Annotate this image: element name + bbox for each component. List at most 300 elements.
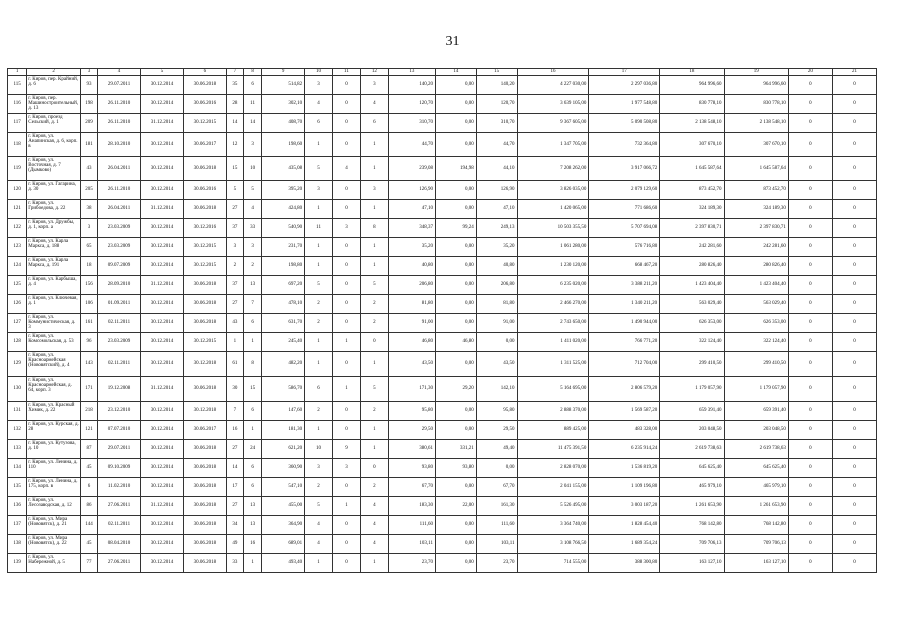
table-cell: 1 (333, 333, 361, 352)
table-cell: 163 127,10 (724, 554, 788, 573)
table-cell: 1 (305, 554, 333, 573)
table-cell: 0 (832, 554, 876, 573)
table-cell: 81,80 (476, 295, 517, 314)
table-cell: 131 (8, 402, 27, 421)
table-cell: 873 452,70 (724, 181, 788, 200)
table-cell: 626 353,00 (660, 314, 724, 333)
table-cell: 280 826,40 (724, 257, 788, 276)
table-cell: 0,00 (435, 421, 476, 440)
table-cell: 1 977 548,80 (589, 95, 660, 114)
table-cell: 35,20 (476, 238, 517, 257)
table-cell: 31.12.2014 (141, 497, 184, 516)
table-cell: 11 (305, 219, 333, 238)
table-row (8, 377, 877, 402)
table-cell: 0 (360, 459, 388, 478)
table-cell: 0 (832, 238, 876, 257)
table-cell: 128 (8, 333, 27, 352)
table-cell: 31.12.2014 (141, 114, 184, 133)
table-cell: 43 (80, 157, 97, 181)
table-cell: 61 (226, 352, 243, 377)
table-cell: 964 996,60 (724, 76, 788, 95)
table-cell: 2 619 738,63 (660, 440, 724, 459)
table-cell: 19.12.2008 (98, 377, 141, 402)
table-cell: 31.12.2014 (141, 200, 184, 219)
table-cell: 0 (832, 276, 876, 295)
table-cell: 23,70 (388, 554, 435, 573)
table-row (8, 314, 877, 333)
table-cell: 395,20 (262, 181, 305, 200)
table-cell: 30 (226, 377, 243, 402)
table-cell: 14 (243, 114, 261, 133)
table-row (8, 238, 877, 257)
table-cell: 7 (226, 402, 243, 421)
table-cell: 1 689 354,24 (589, 535, 660, 554)
table-cell: 1 261 653,90 (660, 497, 724, 516)
table-cell: 1 061 280,00 (517, 238, 589, 257)
table-cell: 37 (226, 219, 243, 238)
table-cell: 30.12.2014 (141, 333, 184, 352)
table-cell: 0 (333, 76, 361, 95)
table-cell: 43,50 (388, 352, 435, 377)
table-cell: 161 (80, 314, 97, 333)
table-cell: 26.11.2010 (98, 181, 141, 200)
table-cell: 0 (333, 114, 361, 133)
table-cell: 02.11.2011 (98, 314, 141, 333)
table-cell: 203 048,50 (660, 421, 724, 440)
table-cell: 121 (80, 421, 97, 440)
table-cell: 5 (305, 497, 333, 516)
address-cell: г. Киров, ул. Красный Химик, д. 22 (27, 402, 81, 421)
table-cell: 183,30 (388, 497, 435, 516)
table-cell: 30.06.2018 (183, 516, 226, 535)
table-cell: 29,50 (476, 421, 517, 440)
address-cell: г. Киров, ул. Набережной, д. 5 (27, 554, 81, 573)
table-cell: 1 645 587,64 (724, 157, 788, 181)
table-cell: 2 (226, 257, 243, 276)
table-cell: 87 (80, 440, 97, 459)
table-cell: 40,80 (476, 257, 517, 276)
table-cell: 645 625,40 (660, 459, 724, 478)
table-cell: 02.11.2011 (98, 352, 141, 377)
column-number: 15 (476, 69, 517, 76)
table-cell: 08.04.2010 (98, 535, 141, 554)
table-cell: 0 (333, 314, 361, 333)
table-cell: 30.12.2014 (141, 95, 184, 114)
table-cell: 126,90 (476, 181, 517, 200)
table-cell: 46,80 (435, 333, 476, 352)
table-cell: 0 (333, 276, 361, 295)
table-cell: 103,11 (476, 535, 517, 554)
table-cell: 1 340 211,20 (589, 295, 660, 314)
table-cell: 130 (8, 377, 27, 402)
table-cell: 30.12.2014 (141, 181, 184, 200)
table-cell: 0,00 (435, 238, 476, 257)
table-cell: 0,00 (435, 114, 476, 133)
table-cell: 0 (832, 377, 876, 402)
table-cell: 0,00 (435, 133, 476, 157)
table-cell: 23.03.2009 (98, 333, 141, 352)
table-cell: 30.12.2014 (141, 257, 184, 276)
table-row (8, 402, 877, 421)
column-number: 18 (660, 69, 724, 76)
table-cell: 280 826,40 (660, 257, 724, 276)
table-cell: 0 (832, 459, 876, 478)
table-cell: 0 (788, 478, 832, 497)
table-cell: 18 (80, 257, 97, 276)
table-cell: 1 261 653,90 (724, 497, 788, 516)
registry-body (8, 69, 877, 573)
table-cell: 44,70 (476, 133, 517, 157)
table-cell: 30.06.2018 (183, 459, 226, 478)
table-cell: 4 (305, 516, 333, 535)
table-cell: 712 704,00 (589, 352, 660, 377)
address-cell: г. Киров, ул. Ленина, д. 175, корп. в (27, 478, 81, 497)
table-cell: 95,80 (388, 402, 435, 421)
table-cell: 1 (305, 333, 333, 352)
table-cell: 127 (8, 314, 27, 333)
table-cell: 514,82 (262, 76, 305, 95)
table-cell: 324 189,30 (724, 200, 788, 219)
table-cell: 1 347 705,00 (517, 133, 589, 157)
table-cell: 2 297 036,80 (589, 76, 660, 95)
column-number: 12 (360, 69, 388, 76)
table-row (8, 333, 877, 352)
table-cell: 709 706,13 (660, 535, 724, 554)
table-cell: 147,60 (262, 402, 305, 421)
table-cell: 118 (8, 133, 27, 157)
table-cell: 242 281,60 (660, 238, 724, 257)
table-cell: 123 (8, 238, 27, 257)
table-cell: 768 142,80 (724, 516, 788, 535)
table-cell: 3 (80, 219, 97, 238)
table-cell: 09.07.2009 (98, 257, 141, 276)
table-cell: 43 (226, 314, 243, 333)
table-cell: 873 452,70 (660, 181, 724, 200)
table-cell: 0,00 (435, 402, 476, 421)
table-cell: 245,40 (262, 333, 305, 352)
table-cell: 2 138 548,10 (660, 114, 724, 133)
table-cell: 2 806 579,20 (589, 377, 660, 402)
table-cell: 13 (243, 516, 261, 535)
table-cell: 0 (788, 238, 832, 257)
table-cell: 2 138 548,10 (724, 114, 788, 133)
table-cell: 37 (226, 276, 243, 295)
table-cell: 30.12.2015 (183, 333, 226, 352)
table-cell: 137 (8, 516, 27, 535)
table-cell: 0 (333, 535, 361, 554)
table-cell: 1 (360, 440, 388, 459)
table-cell: 659 391,40 (660, 402, 724, 421)
table-cell: 0 (788, 157, 832, 181)
table-cell: 1 (360, 200, 388, 219)
table-cell: 11.02.2010 (98, 478, 141, 497)
table-cell: 0,00 (476, 459, 517, 478)
table-cell: 0 (832, 440, 876, 459)
table-cell: 9 (333, 440, 361, 459)
table-cell: 140,20 (388, 76, 435, 95)
column-number: 2 (27, 69, 81, 76)
table-cell: 3 108 766,50 (517, 535, 589, 554)
table-cell: 0,00 (476, 333, 517, 352)
table-cell: 181,30 (262, 421, 305, 440)
table-cell: 714 555,00 (517, 554, 589, 573)
table-cell: 3 917 066,72 (589, 157, 660, 181)
table-cell: 93,80 (388, 459, 435, 478)
table-cell: 302,10 (262, 95, 305, 114)
table-cell: 493,40 (262, 554, 305, 573)
table-row (8, 95, 877, 114)
table-cell: 0 (832, 257, 876, 276)
table-cell: 126,90 (388, 181, 435, 200)
table-cell: 0 (788, 516, 832, 535)
table-cell: 17 (226, 478, 243, 497)
table-cell: 0 (333, 133, 361, 157)
table-cell: 5 (305, 157, 333, 181)
table-cell: 364,90 (262, 516, 305, 535)
table-cell: 478,10 (262, 295, 305, 314)
table-cell: 1 423 404,40 (660, 276, 724, 295)
table-cell: 0 (788, 76, 832, 95)
column-number: 9 (262, 69, 305, 76)
table-cell: 119 (8, 157, 27, 181)
table-cell: 0 (832, 333, 876, 352)
table-cell: 621,20 (262, 440, 305, 459)
table-cell: 0 (788, 219, 832, 238)
table-cell: 35 (226, 76, 243, 95)
table-cell: 0 (333, 181, 361, 200)
table-cell: 16 (226, 421, 243, 440)
table-row (8, 276, 877, 295)
table-cell: 231,70 (262, 238, 305, 257)
table-cell: 0 (788, 333, 832, 352)
table-cell: 29.07.2011 (98, 76, 141, 95)
table-row (8, 181, 877, 200)
table-cell: 02.11.2011 (98, 516, 141, 535)
table-cell: 30.06.2018 (183, 535, 226, 554)
table-cell: 5 526 495,00 (517, 497, 589, 516)
table-cell: 07.07.2010 (98, 421, 141, 440)
table-cell: 198,60 (262, 133, 305, 157)
table-cell: 1 (305, 200, 333, 219)
column-number: 8 (243, 69, 261, 76)
table-cell: 0,00 (435, 554, 476, 573)
table-cell: 91,00 (388, 314, 435, 333)
column-number: 4 (98, 69, 141, 76)
table-cell: 1 179 057,90 (660, 377, 724, 402)
table-cell: 30.12.2014 (141, 352, 184, 377)
table-cell: 1 230 120,00 (517, 257, 589, 276)
table-cell: 9 367 605,00 (517, 114, 589, 133)
table-cell: 206,80 (388, 276, 435, 295)
table-cell: 1 (305, 238, 333, 257)
table-cell: 7 (243, 295, 261, 314)
table-cell: 1 645 587,64 (660, 157, 724, 181)
table-cell: 0 (333, 421, 361, 440)
table-cell: 30.12.2014 (141, 554, 184, 573)
table-cell: 0 (832, 516, 876, 535)
table-cell: 8 (360, 219, 388, 238)
table-cell: 124 (8, 257, 27, 276)
table-cell: 1 (360, 257, 388, 276)
table-cell: 3 (360, 181, 388, 200)
table-cell: 30.06.2018 (183, 440, 226, 459)
table-cell: 0 (788, 95, 832, 114)
table-cell: 30.12.2014 (141, 238, 184, 257)
table-cell: 33 (226, 554, 243, 573)
column-number: 17 (589, 69, 660, 76)
table-cell: 26.04.2011 (98, 200, 141, 219)
housing-registry-table (7, 68, 877, 573)
table-cell: 30.12.2014 (141, 421, 184, 440)
table-cell: 30.12.2015 (183, 114, 226, 133)
table-cell: 31.12.2014 (141, 377, 184, 402)
table-cell: 49,40 (476, 440, 517, 459)
table-cell: 33 (243, 219, 261, 238)
table-cell: 3 826 035,00 (517, 181, 589, 200)
table-cell: 209 (80, 114, 97, 133)
column-number: 7 (226, 69, 243, 76)
table-cell: 198 (80, 95, 97, 114)
table-cell: 5 (360, 377, 388, 402)
table-cell: 2 (305, 478, 333, 497)
table-cell: 3 (226, 238, 243, 257)
address-cell: г. Киров, ул. Лесозаводская, д. 12 (27, 497, 81, 516)
table-cell: 307 670,10 (660, 133, 724, 157)
table-cell: 30.12.2014 (141, 157, 184, 181)
table-cell: 30.12.2014 (141, 314, 184, 333)
table-cell: 0 (788, 352, 832, 377)
table-cell: 331,21 (435, 440, 476, 459)
table-cell: 09.10.2009 (98, 459, 141, 478)
table-cell: 455,00 (262, 497, 305, 516)
table-cell: 435,08 (262, 157, 305, 181)
column-number: 21 (832, 69, 876, 76)
table-cell: 4 227 030,00 (517, 76, 589, 95)
table-cell: 10 (243, 157, 261, 181)
table-cell: 23,70 (476, 554, 517, 573)
table-cell: 1 423 404,40 (724, 276, 788, 295)
table-cell: 0 (788, 402, 832, 421)
table-cell: 99,24 (435, 219, 476, 238)
table-cell: 14 (226, 114, 243, 133)
table-row (8, 421, 877, 440)
table-cell: 5 (305, 276, 333, 295)
table-cell: 67,70 (388, 478, 435, 497)
table-cell: 0 (832, 478, 876, 497)
table-cell: 67,70 (476, 478, 517, 497)
table-cell: 1 (243, 554, 261, 573)
page-number: 31 (445, 34, 460, 49)
table-cell: 8 (243, 352, 261, 377)
table-cell: 129 (8, 352, 27, 377)
table-cell: 140,20 (476, 76, 517, 95)
column-number: 19 (724, 69, 788, 76)
table-cell: 125 (8, 276, 27, 295)
table-cell: 0 (788, 114, 832, 133)
table-row (8, 157, 877, 181)
table-cell: 0 (360, 333, 388, 352)
table-row (8, 76, 877, 95)
table-cell: 348,37 (388, 219, 435, 238)
table-cell: 0 (832, 219, 876, 238)
table-cell: 1 (360, 421, 388, 440)
column-number-row (8, 69, 877, 76)
table-cell: 121 (8, 200, 27, 219)
table-cell: 2 828 070,00 (517, 459, 589, 478)
table-cell: 6 (360, 114, 388, 133)
table-cell: 0 (788, 257, 832, 276)
address-cell: г. Киров, проезд Сельский, д. 1 (27, 114, 81, 133)
table-cell: 5 164 695,00 (517, 377, 589, 402)
table-cell: 1 420 065,00 (517, 200, 589, 219)
table-cell: 547,10 (262, 478, 305, 497)
table-cell: 11 475 391,50 (517, 440, 589, 459)
table-cell: 10 (305, 440, 333, 459)
table-cell: 766 771,20 (589, 333, 660, 352)
table-cell: 30.12.2014 (141, 133, 184, 157)
table-cell: 29,20 (435, 377, 476, 402)
table-cell: 30.12.2015 (183, 238, 226, 257)
table-cell: 30.12.2014 (141, 478, 184, 497)
table-cell: 0 (788, 421, 832, 440)
table-cell: 1 (243, 421, 261, 440)
table-cell: 249,13 (476, 219, 517, 238)
address-cell: г. Киров, ул. Кутузова, д. 10 (27, 440, 81, 459)
table-cell: 30.12.2014 (141, 535, 184, 554)
table-cell: 0 (333, 295, 361, 314)
table-cell: 103,11 (388, 535, 435, 554)
table-cell: 30.06.2018 (183, 497, 226, 516)
table-cell: 30.06.2016 (183, 181, 226, 200)
table-cell: 26.04.2011 (98, 157, 141, 181)
table-cell: 0 (788, 133, 832, 157)
table-cell: 6 (305, 377, 333, 402)
table-cell: 86 (80, 497, 97, 516)
table-cell: 3 (333, 219, 361, 238)
table-cell: 242 281,60 (724, 238, 788, 257)
table-cell: 120 (8, 181, 27, 200)
table-cell: 482,20 (262, 352, 305, 377)
table-cell: 34 (226, 516, 243, 535)
table-cell: 115 (8, 76, 27, 95)
table-cell: 483 328,00 (589, 421, 660, 440)
table-cell: 5 (226, 181, 243, 200)
table-cell: 1 311 525,00 (517, 352, 589, 377)
table-cell: 30.12.2014 (141, 402, 184, 421)
table-cell: 0 (832, 421, 876, 440)
table-cell: 161,30 (476, 497, 517, 516)
table-cell: 709 706,13 (724, 535, 788, 554)
table-cell: 30.06.2018 (183, 276, 226, 295)
table-cell: 30.06.2018 (183, 478, 226, 497)
table-cell: 830 778,10 (660, 95, 724, 114)
table-cell: 0 (832, 114, 876, 133)
table-cell: 2 743 650,00 (517, 314, 589, 333)
column-number: 14 (435, 69, 476, 76)
table-cell: 697,20 (262, 276, 305, 295)
table-cell: 0 (788, 200, 832, 219)
address-cell: г. Киров, ул. Гагарина, д. 30 (27, 181, 81, 200)
table-row (8, 219, 877, 238)
table-cell: 29.07.2011 (98, 440, 141, 459)
table-cell: 93,80 (435, 459, 476, 478)
table-cell: 26.11.2010 (98, 95, 141, 114)
table-cell: 30.12.2014 (141, 219, 184, 238)
table-cell: 2 (243, 257, 261, 276)
table-cell: 30.06.2017 (183, 421, 226, 440)
table-cell: 30.12.2015 (183, 257, 226, 276)
table-cell: 3 (360, 76, 388, 95)
